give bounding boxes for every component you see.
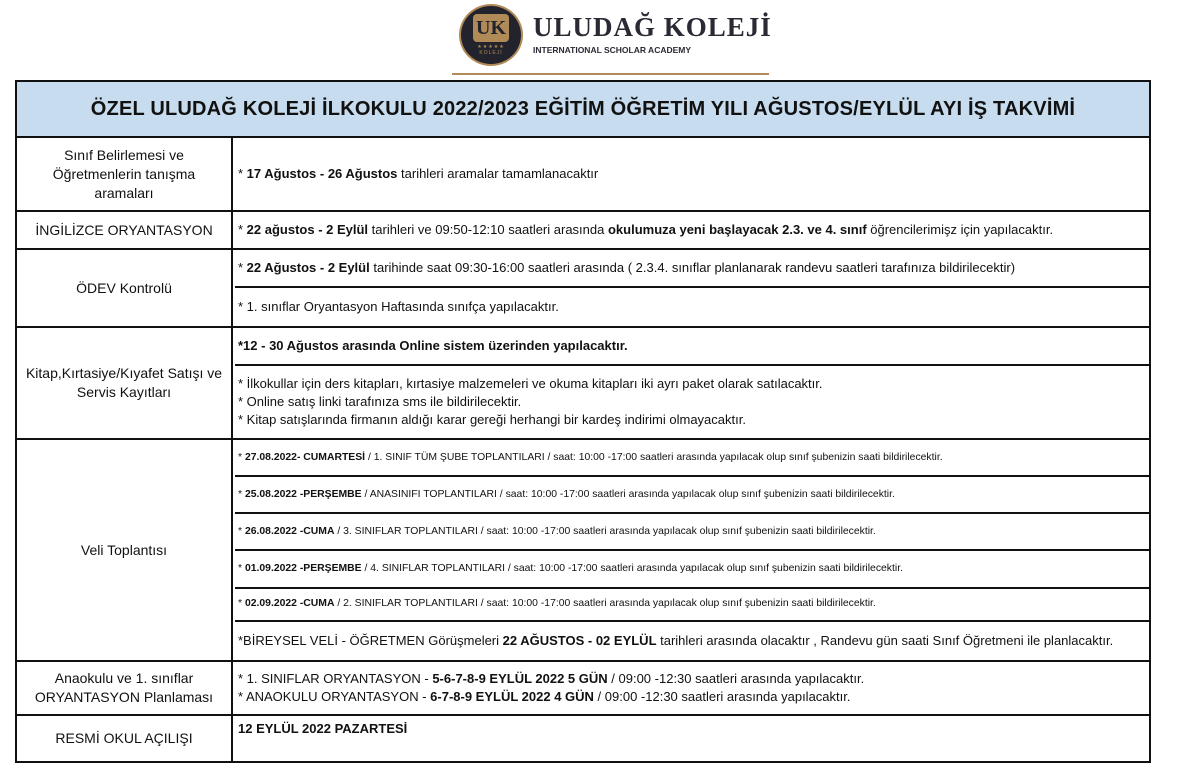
row-entry-parent-meeting-1: * 27.08.2022- CUMARTESİ / 1. SINIF TÜM ŞUBE TOPLANTILARI / saat: 10:00 -17:00 saatleri arasında yapılacak olup sınıf şubenizin saati bildirilecektir. bbox=[238, 451, 943, 463]
calendar-table bbox=[15, 80, 1151, 763]
row-entry-official-opening: 12 EYLÜL 2022 PAZARTESİ bbox=[238, 721, 408, 736]
row-entry-parent-meeting-individual: *BİREYSEL VELİ - ÖĞRETMEN Görüşmeleri 22 AĞUSTOS - 02 EYLÜL tarihleri arasında olacaktır , Randevu gün saati Sınıf Öğretmeni ile planlacaktır. bbox=[238, 633, 1114, 648]
row-label-orientation-planning: Anaokulu ve 1. sınıflar ORYANTASYON Planlaması bbox=[17, 662, 233, 714]
logo-stars-icon: ★★★★★ bbox=[477, 44, 505, 50]
row-label-books-sales: Kitap,Kırtasiye/Kıyafet Satışı ve Servis Kayıtları bbox=[17, 328, 233, 438]
row-label-parent-meetings: Veli Toplantısı bbox=[17, 440, 233, 660]
row-entry-english-orientation: * 22 ağustos - 2 Eylül tarihleri ve 09:50-12:10 saatleri arasında okulumuza yeni başlayacak 2.3. ve 4. sınıf öğrencilerimişz için yapılacaktır. bbox=[238, 222, 1054, 237]
row-entry-parent-meeting-2: * 25.08.2022 -PERŞEMBE / ANASINIFI TOPLANTILARI / saat: 10:00 -17:00 saatleri arasında yapılacak olup sınıf şubenizin saati bildirilecektir. bbox=[238, 488, 895, 500]
page-header bbox=[0, 0, 1182, 75]
row-entry-homework-check-1: * 22 Ağustos - 2 Eylül tarihinde saat 09:30-16:00 saatleri arasında ( 2.3.4. sınıflar planlanarak randevu saatleri tarafınıza bildirilecektir) bbox=[238, 260, 1016, 275]
logo-monogram: UK bbox=[473, 14, 509, 42]
table-title: ÖZEL ULUDAĞ KOLEJİ İLKOKULU 2022/2023 EĞİTİM ÖĞRETİM YILI AĞUSTOS/EYLÜL AYI İŞ TAKVİMİ bbox=[17, 82, 1149, 138]
row-entry-books-sales-2: * İlkokullar için ders kitapları, kırtasiye malzemeleri ve okuma kitapları iki ayrı paket olarak satılacaktır. * Online satış linki tarafınıza sms ile bildirilecektir. * Kitap satışlarında firmanın aldığı karar gereği herhangi bir kardeş indirimi olmayacaktır. bbox=[238, 376, 823, 427]
row-entry-parent-meeting-3: * 26.08.2022 -CUMA / 3. SINIFLAR TOPLANTILARI / saat: 10:00 -17:00 saatleri arasında yapılacak olup sınıf şubenizin saati bildirilecektir. bbox=[238, 525, 876, 537]
row-label-official-opening: RESMİ OKUL AÇILIŞI bbox=[17, 716, 233, 761]
row-entry-class-calls: * 17 Ağustos - 26 Ağustos tarihleri aramalar tamamlanacaktır bbox=[238, 166, 599, 181]
row-label-class-calls: Sınıf Belirlemesi ve Öğretmenlerin tanışma aramaları bbox=[17, 138, 233, 210]
row-label-english-orientation: İNGİLİZCE ORYANTASYON bbox=[17, 212, 233, 248]
row-entry-orientation-planning: * 1. SINIFLAR ORYANTASYON - 5-6-7-8-9 EYLÜL 2022 5 GÜN / 09:00 -12:30 saatleri arasında yapılacaktır. * ANAOKULU ORYANTASYON - 6-7-8-9 EYLÜL 2022 4 GÜN / 09:00 -12:30 saatleri arasında yapılacaktır. bbox=[238, 671, 865, 704]
row-entry-parent-meeting-5: * 02.09.2022 -CUMA / 2. SINIFLAR TOPLANTILARI / saat: 10:00 -17:00 saatleri arasında yapılacak olup sınıf şubenizin saati bildirilecektir. bbox=[238, 598, 876, 609]
header-divider bbox=[452, 73, 769, 75]
row-entry-books-sales-1: *12 - 30 Ağustos arasında Online sistem üzerinden yapılacaktır. bbox=[238, 338, 628, 353]
brand-tagline: INTERNATIONAL SCHOLAR ACADEMY bbox=[533, 45, 692, 55]
row-entry-homework-check-2: * 1. sınıflar Oryantasyon Haftasında sınıfça yapılacaktır. bbox=[238, 299, 559, 314]
brand-name: ULUDAĞ KOLEJİ bbox=[533, 12, 772, 42]
row-label-homework-check: ÖDEV Kontrolü bbox=[17, 250, 233, 326]
school-logo bbox=[459, 4, 523, 66]
logo-small-text: KOLEJİ bbox=[479, 50, 503, 56]
row-entry-parent-meeting-4: * 01.09.2022 -PERŞEMBE / 4. SINIFLAR TOPLANTILARI / saat: 10:00 -17:00 saatleri arasında yapılacak olup sınıf şubenizin saati bildirilecektir. bbox=[238, 563, 903, 574]
